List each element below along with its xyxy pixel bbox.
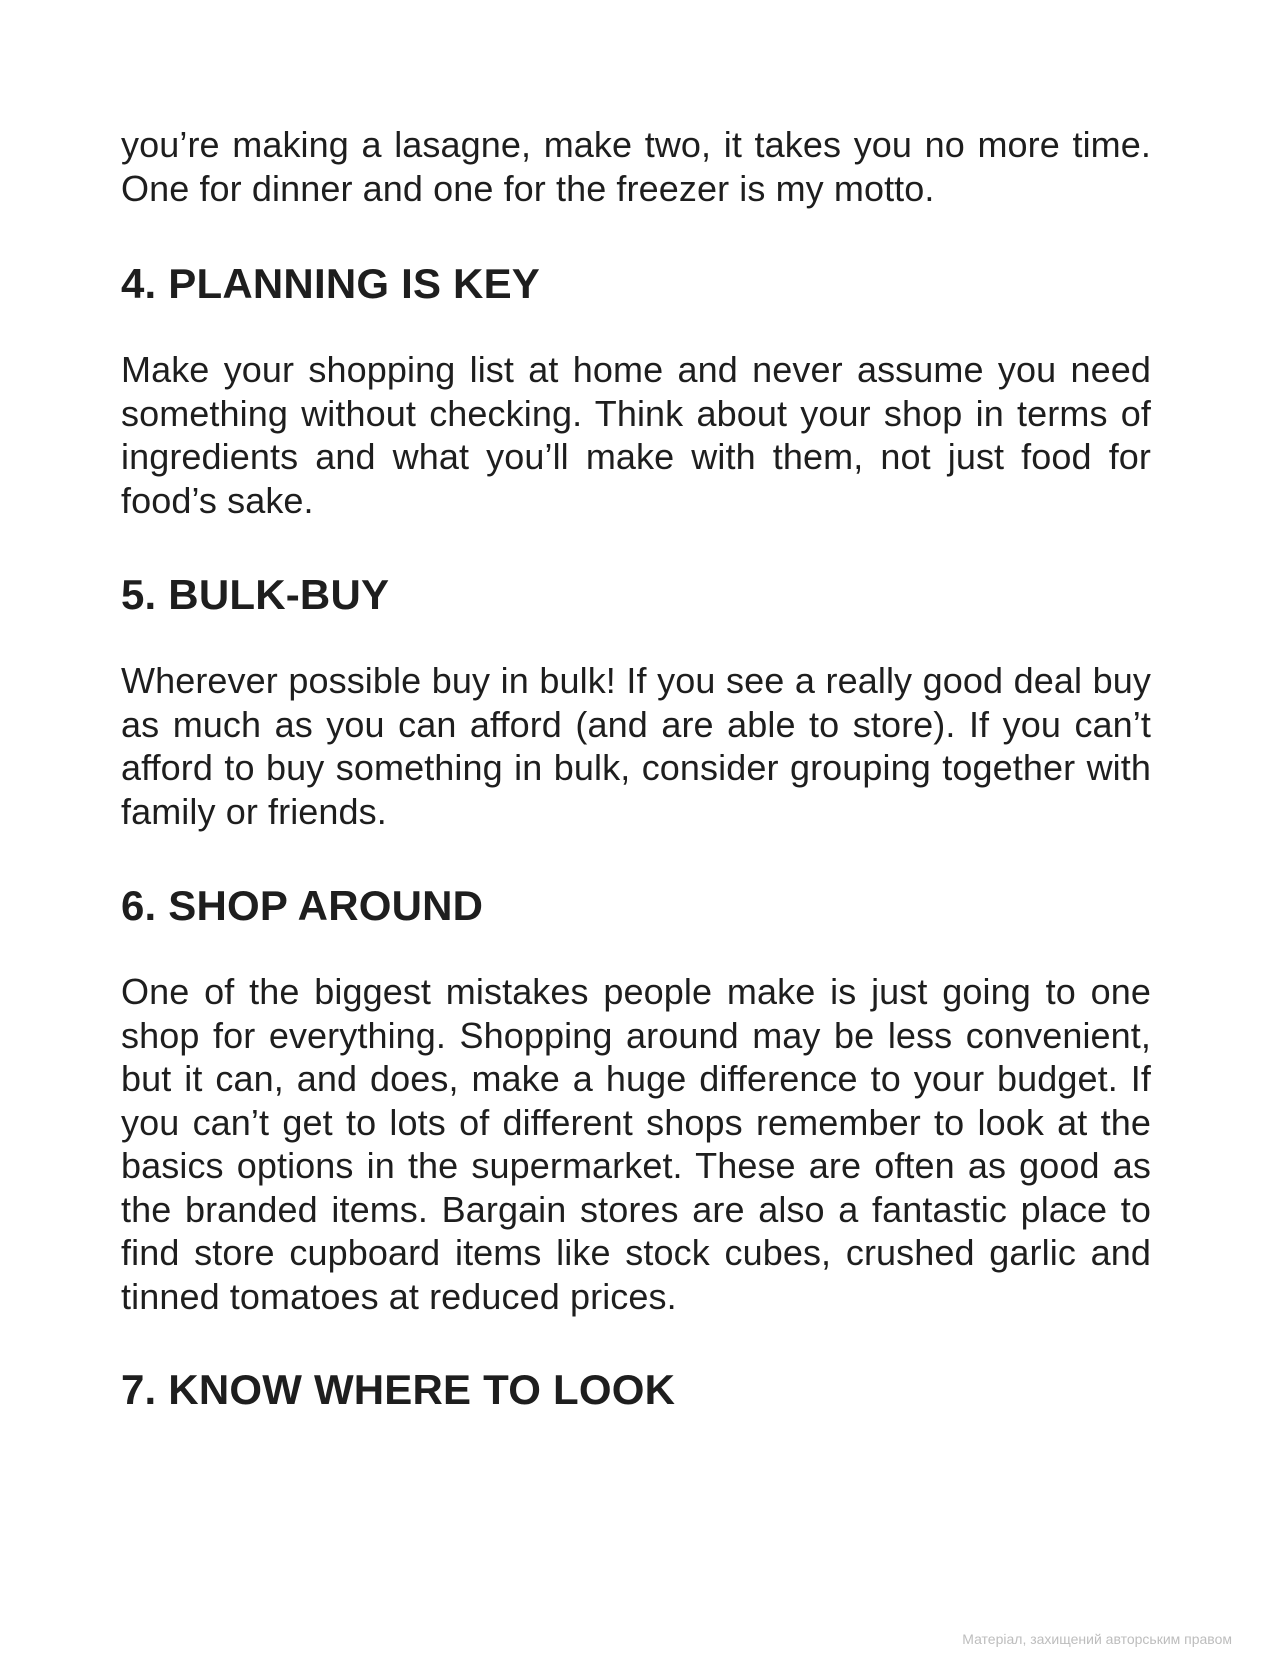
intro-paragraph: you’re making a lasagne, make two, it takes you no more time. One for dinner and one for the freezer is my motto. (121, 124, 1151, 209)
section-body-planning: Make your shopping list at home and never assume you need something without checking. Think about your shop in terms of ingredients and what you’ll make with them, not just food for food’s sake. (121, 349, 1151, 521)
section-heading-shop-around: 6. SHOP AROUND (121, 882, 484, 929)
section-heading-bulk-buy: 5. BULK-BUY (121, 571, 390, 618)
copyright-watermark: Матеріал, захищений авторським правом (962, 1631, 1232, 1647)
section-body-shop-around: One of the biggest mistakes people make is just going to one shop for everything. Shopping around may be less convenient, but it can, and does, make a huge difference to your budget. If you can’t get to lots of different shops remember to look at the basics options in the supermarket. These are often as good as the branded items. Bargain stores are also a fantastic place to find store cupboard items like stock cubes, crushed garlic and tinned tomatoes at reduced prices. (121, 971, 1151, 1317)
section-heading-planning: 4. PLANNING IS KEY (121, 260, 541, 307)
section-body-bulk-buy: Wherever possible buy in bulk! If you see a really good deal buy as much as you can afford (and are able to store). If you can’t afford to buy something in bulk, consider grouping together with family or friends. (121, 660, 1151, 832)
document-page (121, 123, 1151, 1414)
section-heading-know-where-to-look: 7. KNOW WHERE TO LOOK (121, 1366, 676, 1413)
